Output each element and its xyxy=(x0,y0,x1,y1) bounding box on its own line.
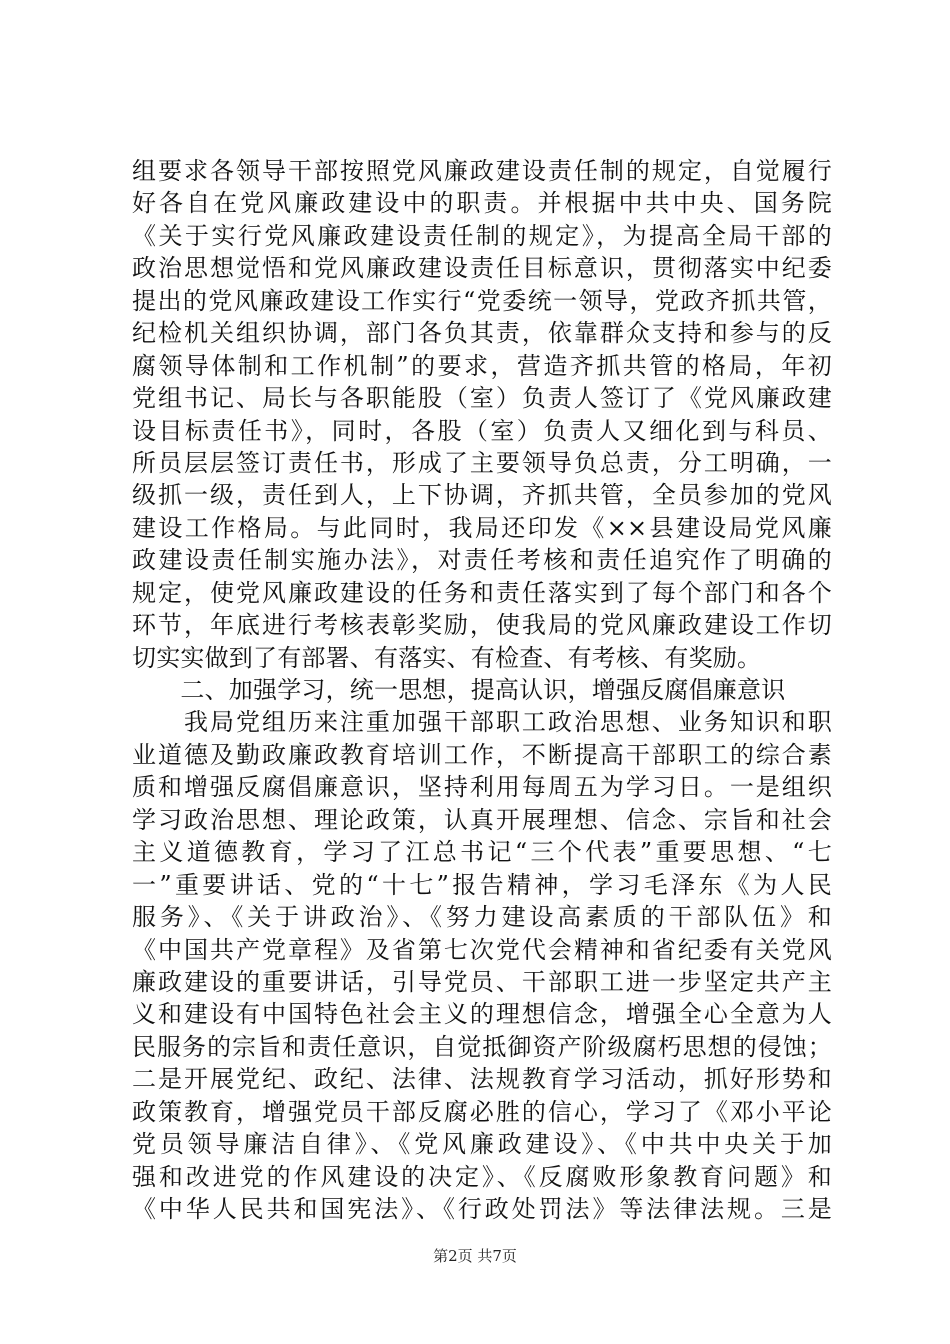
text-line: 政治思想觉悟和党风廉政建设责任目标意识，贯彻落实中纪委 xyxy=(132,254,832,283)
text-line: 《中国共产党章程》及省第七次党代会精神和省纪委有关党风 xyxy=(132,935,832,964)
text-line: 设目标责任书》，同时，各股（室）负责人又细化到与科员、 xyxy=(132,416,832,445)
text-line: 所员层层签订责任书，形成了主要领导负总责，分工明确，一 xyxy=(132,448,832,477)
text-line: 好各自在党风廉政建设中的职责。并根据中共中央、国务院 xyxy=(132,189,832,218)
page-footer: 第2页 共7页 xyxy=(433,1247,517,1265)
text-line: 我局党组历来注重加强干部职工政治思想、业务知识和职 xyxy=(132,708,832,737)
text-line: 廉政建设的重要讲话，引导党员、干部职工进一步坚定共产主 xyxy=(132,967,832,996)
text-line: 腐领导体制和工作机制”的要求，营造齐抓共管的格局，年初 xyxy=(132,351,832,380)
text-line: 切实实做到了有部署、有落实、有检查、有考核、有奖励。 xyxy=(132,643,762,672)
body-text xyxy=(132,155,832,1225)
text-line: 业道德及勤政廉政教育培训工作，不断提高干部职工的综合素 xyxy=(132,740,832,769)
text-line: 义和建设有中国特色社会主义的理想信念，增强全心全意为人 xyxy=(132,1000,832,1029)
text-line: 主义道德教育，学习了江总书记“三个代表”重要思想、“七 xyxy=(132,838,832,867)
text-line: 政建设责任制实施办法》，对责任考核和责任追究作了明确的 xyxy=(132,546,832,575)
text-line: 党组书记、局长与各职能股（室）负责人签订了《党风廉政建 xyxy=(132,384,832,413)
text-line: 学习政治思想、理论政策，认真开展理想、信念、宗旨和社会 xyxy=(132,805,832,834)
text-line: 二、加强学习，统一思想，提高认识，增强反腐倡廉意识 xyxy=(132,676,786,704)
text-line: 一”重要讲话、党的“十七”报告精神，学习毛泽东《为人民 xyxy=(132,870,832,899)
text-line: 《关于实行党风廉政建设责任制的规定》，为提高全局干部的 xyxy=(132,221,832,250)
text-line: 党员领导廉洁自律》、《党风廉政建设》、《中共中央关于加 xyxy=(132,1130,832,1159)
text-line: 纪检机关组织协调，部门各负其责，依靠群众支持和参与的反 xyxy=(132,319,832,348)
text-line: 组要求各领导干部按照党风廉政建设责任制的规定，自觉履行 xyxy=(132,157,832,185)
text-line: 二是开展党纪、政纪、法律、法规教育学习活动，抓好形势和 xyxy=(132,1065,832,1094)
text-line: 提出的党风廉政建设工作实行“党委统一领导，党政齐抓共管， xyxy=(132,286,832,315)
text-line: 政策教育，增强党员干部反腐必胜的信心，学习了《邓小平论 xyxy=(132,1097,832,1126)
text-line: 《中华人民共和国宪法》、《行政处罚法》等法律法规。三是 xyxy=(132,1195,832,1223)
text-line: 建设工作格局。与此同时，我局还印发《××县建设局党风廉 xyxy=(132,513,832,542)
text-line: 民服务的宗旨和责任意识，自觉抵御资产阶级腐朽思想的侵蚀； xyxy=(132,1032,832,1061)
text-line: 质和增强反腐倡廉意识，坚持利用每周五为学习日。一是组织 xyxy=(132,773,832,802)
text-line: 级抓一级，责任到人，上下协调，齐抓共管，全员参加的党风 xyxy=(132,481,832,510)
text-line: 规定，使党风廉政建设的任务和责任落实到了每个部门和各个 xyxy=(132,578,832,607)
text-line: 服务》、《关于讲政治》、《努力建设高素质的干部队伍》和 xyxy=(132,903,832,932)
text-line: 强和改进党的作风建设的决定》、《反腐败形象教育问题》和 xyxy=(132,1162,832,1191)
text-line: 环节，年底进行考核表彰奖励，使我局的党风廉政建设工作切 xyxy=(132,611,832,640)
